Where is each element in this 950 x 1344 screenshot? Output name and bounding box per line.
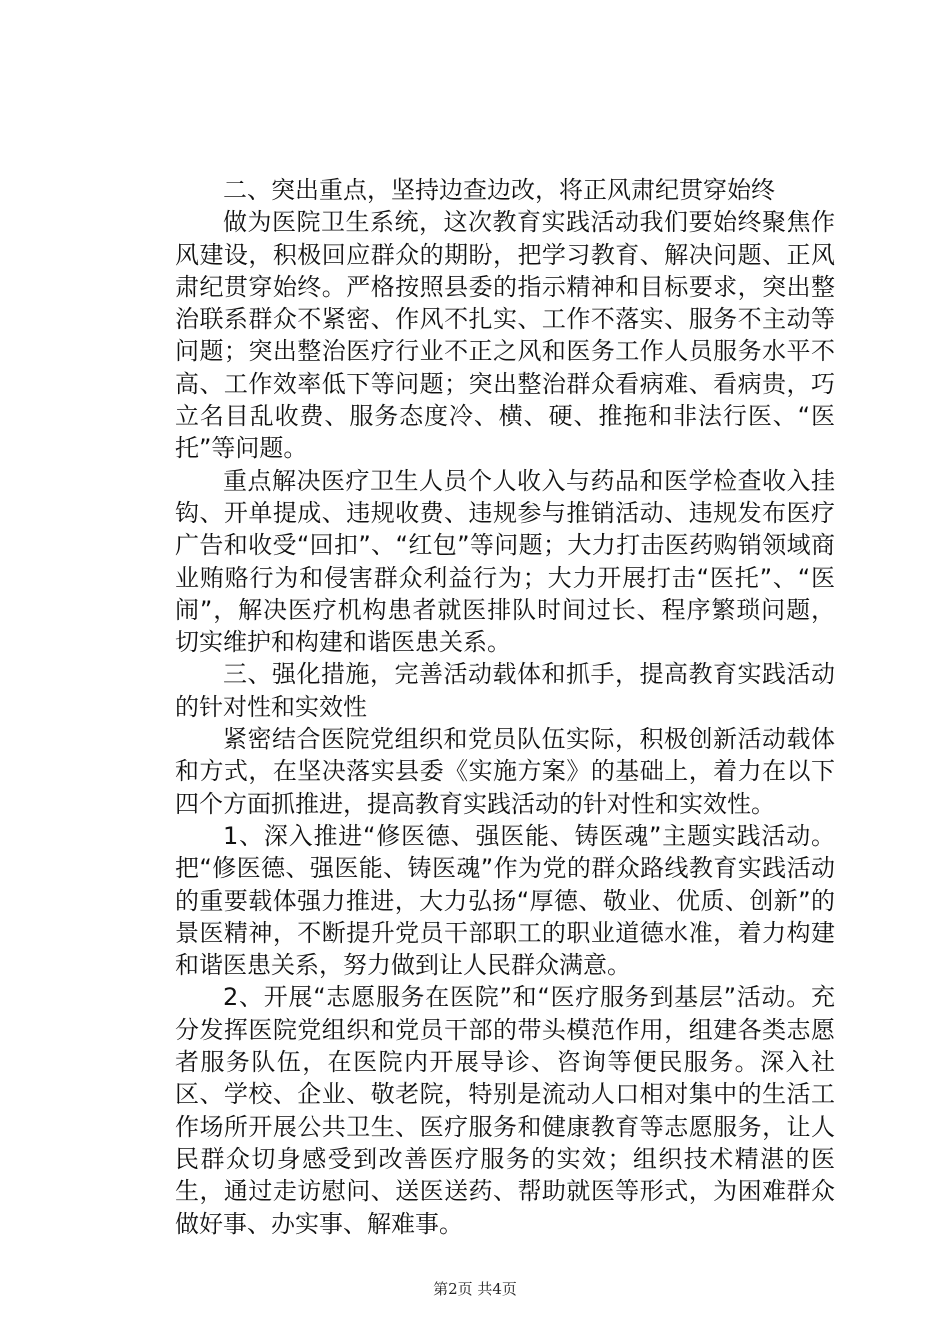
paragraph: 1、深入推进“修医德、强医能、铸医魂”主题实践活动。把“修医德、强医能、铸医魂”作为党的群众路线教育实践活动的重要载体强力推进，大力弘扬“厚德、敬业、优质、创新”的景医精神，不断提升党员干部职工的职业道德水准，着力构建和谐医患关系，努力做到让人民群众满意。 — [175, 821, 835, 980]
paragraph: 紧密结合医院党组织和党员队伍实际，积极创新活动载体和方式，在坚决落实县委《实施方案》的基础上，着力在以下四个方面抓推进，提高教育实践活动的针对性和实效性。 — [175, 725, 835, 818]
page-footer: 第2页 共4页 — [433, 1280, 517, 1298]
section-heading-3: 三、强化措施，完善活动载体和抓手，提高教育实践活动的针对性和实效性 — [175, 660, 835, 721]
paragraph: 做为医院卫生系统，这次教育实践活动我们要始终聚焦作风建设，积极回应群众的期盼，把学习教育、解决问题、正风肃纪贯穿始终。严格按照县委的指示精神和目标要求，突出整治联系群众不紧密、作风不扎实、工作不落实、服务不主动等问题；突出整治医疗行业不正之风和医务工作人员服务水平不高、工作效率低下等问题；突出整治群众看病难、看病贵，巧立名目乱收费、服务态度冷、横、硬、推拖和非法行医、“医托”等问题。 — [175, 208, 835, 463]
paragraph: 2、开展“志愿服务在医院”和“医疗服务到基层”活动。充分发挥医院党组织和党员干部的带头模范作用，组建各类志愿者服务队伍，在医院内开展导诊、咨询等便民服务。深入社区、学校、企业、敬老院，特别是流动人口相对集中的生活工作场所开展公共卫生、医疗服务和健康教育等志愿服务，让人民群众切身感受到改善医疗服务的实效；组织技术精湛的医生，通过走访慰问、送医送药、帮助就医等形式，为困难群众做好事、办实事、解难事。 — [175, 983, 835, 1238]
document-body — [175, 174, 835, 1240]
paragraph: 重点解决医疗卫生人员个人收入与药品和医学检查收入挂钩、开单提成、违规收费、违规参与推销活动、违规发布医疗广告和收受“回扣”、“红包”等问题；大力打击医药购销领域商业贿赂行为和侵害群众利益行为；大力开展打击“医托”、“医闹”，解决医疗机构患者就医排队时间过长、程序繁琐问题，切实维护和构建和谐医患关系。 — [175, 466, 835, 657]
section-heading-2: 二、突出重点，坚持边查边改，将正风肃纪贯穿始终 — [223, 176, 775, 204]
